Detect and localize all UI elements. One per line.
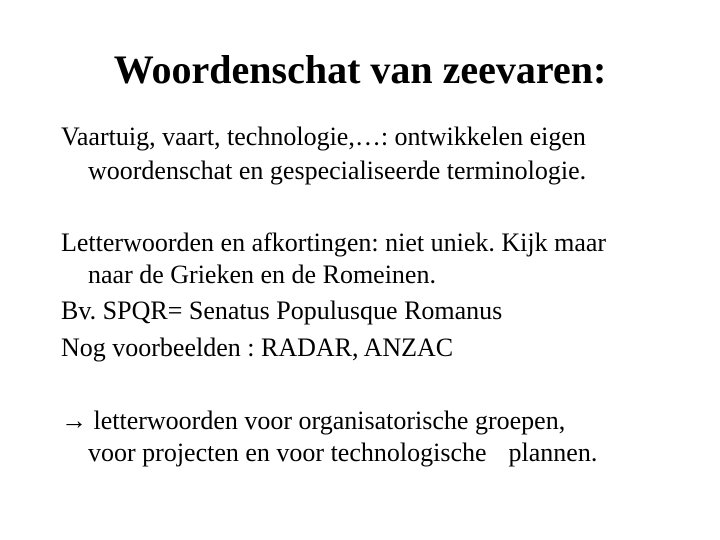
paragraph2-line1: Letterwoorden en afkortingen: niet uniek. Kijk maar (61, 228, 607, 257)
paragraph3-line2-part2: plannen. (508, 438, 598, 467)
paragraph3-line2-part1: voor projecten en voor technologische (88, 438, 487, 467)
paragraph1-line1: Vaartuig, vaart, technologie,…: ontwikkelen eigen (61, 122, 586, 151)
paragraph2-line3: Bv. SPQR= Senatus Populusque Romanus (61, 296, 503, 325)
slide-title: Woordenschat van zeevaren: (113, 47, 607, 92)
paragraph3-line2 (88, 438, 597, 468)
paragraph2-line4: Nog voorbeelden : RADAR, ANZAC (61, 333, 454, 362)
paragraph1-line2: woordenschat en gespecialiseerde terminologie. (88, 156, 587, 185)
paragraph2-line2: naar de Grieken en de Romeinen. (88, 260, 436, 289)
paragraph3-line1: → letterwoorden voor organisatorische groepen, (61, 406, 566, 435)
